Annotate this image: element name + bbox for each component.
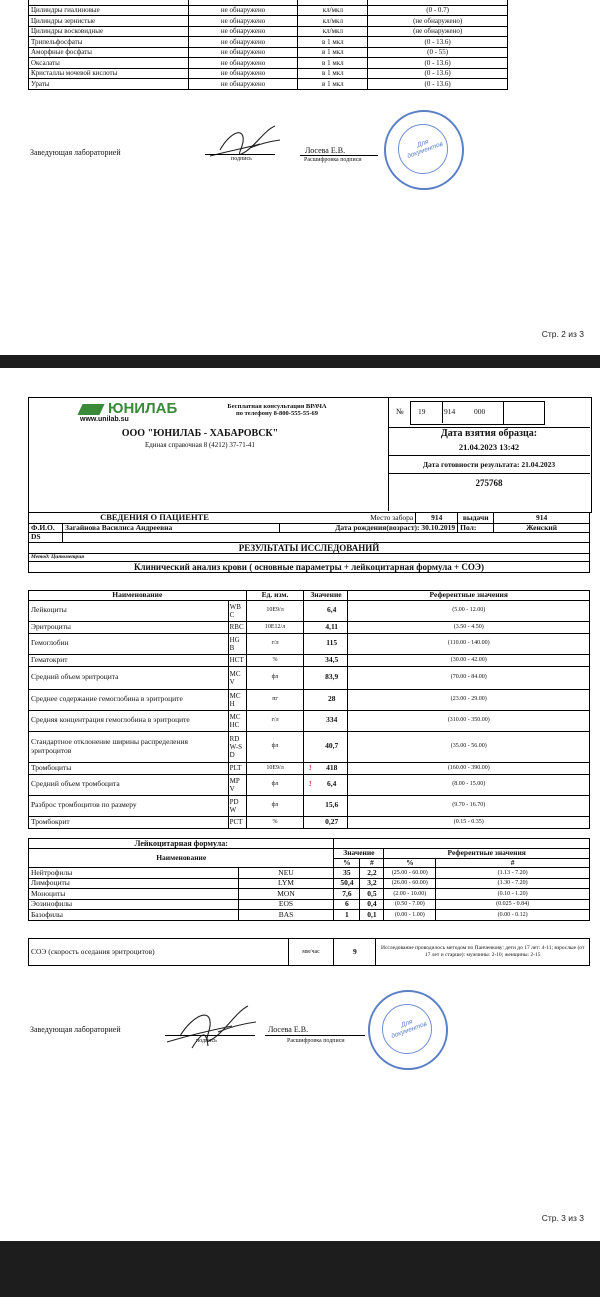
row-name: Нейтрофилы — [29, 868, 239, 879]
ready-date: Дата готовности результата: 21.04.2023 — [422, 460, 556, 469]
table-row — [29, 910, 590, 921]
row-abs: 0,4 — [360, 899, 384, 910]
row-code: RD W-S D — [228, 731, 246, 762]
row-name: Эритроциты — [29, 621, 229, 633]
row-value: 15,6 — [316, 795, 348, 816]
row-ref: (5.00 - 12.00) — [348, 600, 590, 621]
issue-place: 914 — [494, 513, 590, 524]
row-ref: (не обнаружено) — [368, 16, 508, 27]
table-row — [29, 731, 590, 762]
sample-date: 21.04.2023 13:42 — [458, 442, 520, 452]
row-name: Средний объем эритроцита — [29, 666, 229, 689]
consult-line-2: по телефону 8-800-555-55-69 — [235, 410, 319, 417]
row-unit: 10E12/л — [246, 621, 304, 633]
row-ref-pct: (2.00 - 10.00) — [384, 889, 436, 900]
row-value: 418 — [316, 762, 348, 774]
row-result: не обнаружено — [188, 79, 298, 90]
row-unit: г/л — [246, 710, 304, 731]
col-name-header: Наименование — [29, 591, 247, 601]
fio-label: Ф.И.О. — [29, 523, 63, 533]
row-name: Эозинофилы — [29, 899, 239, 910]
patient-table — [28, 512, 590, 573]
row-code: NEU — [238, 868, 334, 879]
dob-cell — [280, 523, 458, 533]
row-ref-pct: (26.00 - 60.00) — [384, 878, 436, 889]
row-flag — [304, 731, 316, 762]
row-unit: % — [246, 654, 304, 666]
row-code: BAS — [238, 910, 334, 921]
row-ref: (0.15 - 0.35) — [348, 816, 590, 828]
row-code: MC H — [228, 689, 246, 710]
row-name: Цилиндры гиалиновые — [29, 5, 189, 16]
row-name: Оксалаты — [29, 58, 189, 69]
row-result: не обнаружено — [188, 47, 298, 58]
website: www.unilab.su — [80, 416, 129, 423]
page-number-p2: Стр. 2 из 3 — [541, 329, 584, 339]
number-part-3: 000 — [474, 407, 486, 416]
row-result: не обнаружено — [188, 5, 298, 16]
patient-info-heading: СВЕДЕНИЯ О ПАЦИЕНТЕ — [29, 513, 280, 524]
row-name: Лейкоциты — [29, 600, 229, 621]
issue-label: выдачи — [458, 513, 494, 524]
row-unit: в 1 мкл — [298, 58, 368, 69]
row-ref: (0 - 13.6) — [368, 79, 508, 90]
row-flag — [304, 795, 316, 816]
row-ref: (30.00 - 42.00) — [348, 654, 590, 666]
row-ref: (0 - 13.6) — [368, 37, 508, 48]
stamp-p3 — [368, 990, 448, 1070]
number-label: № — [396, 407, 404, 416]
row-ref: (0 - 55) — [368, 47, 508, 58]
row-name: Базофилы — [29, 910, 239, 921]
row-name: Аморфные фосфаты — [29, 47, 189, 58]
row-ref-abs: (1.30 - 7.20) — [436, 878, 590, 889]
decode-line-p2 — [300, 155, 378, 156]
row-value: 34,5 — [316, 654, 348, 666]
row-ref-abs: (0.00 - 0.12) — [436, 910, 590, 921]
table-row — [29, 899, 590, 910]
row-ref: (35.00 - 56.00) — [348, 731, 590, 762]
table-row — [29, 600, 590, 621]
row-ref-pct: (25.00 - 60.00) — [384, 868, 436, 879]
row-code: EOS — [238, 899, 334, 910]
row-name: Цилиндры зернистые — [29, 16, 189, 27]
row-name: Средний объем тромбоцита — [29, 774, 229, 795]
row-ref: (не обнаружено) — [368, 26, 508, 37]
row-unit: % — [246, 816, 304, 828]
table-row — [29, 16, 508, 27]
table-row — [29, 795, 590, 816]
row-flag — [304, 816, 316, 828]
row-name: Гематокрит — [29, 654, 229, 666]
row-pct: 50,4 — [334, 878, 360, 889]
row-unit: 10E9/л — [246, 600, 304, 621]
row-flag — [304, 633, 316, 654]
row-code: MON — [238, 889, 334, 900]
row-ref: (0 - 13.6) — [368, 68, 508, 79]
table-row — [29, 654, 590, 666]
decode-caption-p2: Расшифровка подписи — [304, 157, 362, 163]
row-ref: (8.00 - 15.00) — [348, 774, 590, 795]
number-row — [388, 397, 590, 428]
table-row — [29, 868, 590, 879]
row-value: 6,4 — [316, 774, 348, 795]
collect-place-label: Место забора — [280, 513, 416, 524]
esr-unit: мм/час — [288, 939, 334, 966]
row-flag — [304, 710, 316, 731]
row-ref: (0 - 13.6) — [368, 58, 508, 69]
leuko-title: Лейкоцитарная формула: — [29, 839, 334, 849]
brand-name: ЮНИЛАБ — [108, 400, 178, 417]
row-name: Трипельфосфаты — [29, 37, 189, 48]
table-row — [29, 689, 590, 710]
row-name: Кристаллы мочевой кислоты — [29, 68, 189, 79]
analysis-title: Клинический анализ крови ( основные параметры + лейкоцитарная формула + СОЭ) — [29, 561, 590, 572]
leuko-sub-ref-abs: # — [436, 858, 590, 868]
row-unit: кл/мкл — [298, 16, 368, 27]
row-name: Разброс тромбоцитов по размеру — [29, 795, 229, 816]
row-unit: фл — [246, 795, 304, 816]
signature-line-p3 — [165, 1035, 255, 1036]
head-label-p3: Заведующая лабораторией — [30, 1025, 121, 1034]
leuko-col-value: Значение — [334, 849, 384, 859]
row-abs: 2,2 — [360, 868, 384, 879]
stamp-text-p3: Для документов — [390, 1018, 429, 1040]
head-name-p3: Лосева Е.В. — [268, 1025, 309, 1034]
leuko-sub-abs: # — [360, 858, 384, 868]
row-abs: 0,1 — [360, 910, 384, 921]
row-unit: в 1 мкл — [298, 68, 368, 79]
row-result: не обнаружено — [188, 37, 298, 48]
company-name: ООО "ЮНИЛАБ - ХАБАРОВСК" — [121, 428, 279, 439]
row-unit: фл — [246, 666, 304, 689]
row-abs: 0,5 — [360, 889, 384, 900]
row-value: 83,9 — [316, 666, 348, 689]
bottom-bar — [0, 1241, 600, 1297]
row-flag: ! — [304, 774, 316, 795]
table-row — [29, 774, 590, 795]
sample-date-label: Дата взятия образца: — [440, 428, 538, 439]
leuko-sub-ref-pct: % — [384, 858, 436, 868]
row-result: не обнаружено — [188, 58, 298, 69]
row-ref: (310.00 - 350.00) — [348, 710, 590, 731]
row-ref: (0 - 0.7) — [368, 5, 508, 16]
head-name-p2: Лосева Е.В. — [305, 146, 346, 155]
leuko-sub-pct: % — [334, 858, 360, 868]
row-ref: (70.00 - 84.00) — [348, 666, 590, 689]
signature-line-p2 — [205, 154, 275, 155]
row-result: не обнаружено — [188, 16, 298, 27]
row-ref-pct: (0.00 - 1.00) — [384, 910, 436, 921]
row-flag: ! — [304, 762, 316, 774]
row-code: MC HC — [228, 710, 246, 731]
row-unit: в 1 мкл — [298, 37, 368, 48]
leuko-col-ref: Референтные значения — [384, 849, 590, 859]
table-row — [29, 710, 590, 731]
table-row — [29, 37, 508, 48]
table-row — [29, 68, 508, 79]
row-value: 334 — [316, 710, 348, 731]
row-ref-abs: (1.13 - 7.20) — [436, 868, 590, 879]
row-value: 115 — [316, 633, 348, 654]
row-name: Тромбокрит — [29, 816, 229, 828]
row-code: MP V — [228, 774, 246, 795]
row-flag — [304, 689, 316, 710]
row-unit: г/л — [246, 633, 304, 654]
table-row — [29, 889, 590, 900]
esr-value: 9 — [334, 939, 376, 966]
row-code: MC V — [228, 666, 246, 689]
row-value: 40,7 — [316, 731, 348, 762]
stamp-text-p2: Для документов — [406, 138, 445, 160]
table-row — [29, 79, 508, 90]
row-value: 4,11 — [316, 621, 348, 633]
row-ref-abs: (0.025 - 0.84) — [436, 899, 590, 910]
esr-table — [28, 938, 590, 966]
row-flag — [304, 666, 316, 689]
row-pct: 35 — [334, 868, 360, 879]
dob-label: Дата рождения(возраст): — [335, 522, 420, 532]
row-unit: кл/мкл — [298, 26, 368, 37]
row-flag — [304, 600, 316, 621]
row-unit: пг — [246, 689, 304, 710]
row-ref-pct: (0.50 - 7.00) — [384, 899, 436, 910]
row-ref: (160.00 - 390.00) — [348, 762, 590, 774]
decode-caption-p3: Расшифровка подписи — [287, 1038, 345, 1044]
row-name: Тромбоциты — [29, 762, 229, 774]
row-code: PD W — [228, 795, 246, 816]
row-ref: (23.00 - 29.00) — [348, 689, 590, 710]
row-name: Лимфоциты — [29, 878, 239, 889]
row-code: WB C — [228, 600, 246, 621]
table-row — [29, 47, 508, 58]
consult-info — [212, 403, 342, 417]
row-name: Средняя концентрация гемоглобина в эритроците — [29, 710, 229, 731]
dob: 30.10.2019 — [421, 522, 456, 532]
table-row — [29, 816, 590, 828]
results-table — [28, 590, 590, 829]
table-row — [29, 878, 590, 889]
row-name: Ураты — [29, 79, 189, 90]
helpline: Единая справочная 8 (4212) 37-71-41 — [144, 441, 256, 449]
head-label-p2: Заведующая лабораторией — [30, 148, 121, 157]
method: Метод: Цитометрия — [29, 554, 590, 561]
row-flag — [304, 654, 316, 666]
ds-label: DS — [29, 533, 63, 543]
row-value: 6,4 — [316, 600, 348, 621]
table-row — [29, 666, 590, 689]
brand-logo — [80, 400, 177, 417]
row-code: RBC — [228, 621, 246, 633]
row-abs: 3,2 — [360, 878, 384, 889]
row-code: PCT — [228, 816, 246, 828]
row-code: HG B — [228, 633, 246, 654]
table-row — [29, 633, 590, 654]
number-part-1: 19 — [418, 407, 426, 416]
row-unit: 10E9/л — [246, 762, 304, 774]
number-part-2: 914 — [444, 407, 456, 416]
row-name: Моноциты — [29, 889, 239, 900]
row-code: PLT — [228, 762, 246, 774]
leuko-table — [28, 838, 590, 921]
table-row — [29, 26, 508, 37]
row-flag — [304, 621, 316, 633]
row-code: LYM — [238, 878, 334, 889]
table-row — [29, 621, 590, 633]
sex: Женский — [494, 523, 590, 533]
signature-caption-p2: подпись — [231, 156, 252, 162]
row-code: HCT — [228, 654, 246, 666]
col-ref-header: Референтные значения — [348, 591, 590, 601]
esr-note: Исследование проводилось методом по Панченкову: дети до 17 лет: 4-11; взрослые (от 17 лет и старше): мужчины: 2-10; женщины: 2-15 — [376, 939, 590, 966]
row-value: 28 — [316, 689, 348, 710]
row-ref-abs: (0.10 - 1.20) — [436, 889, 590, 900]
row-result: не обнаружено — [188, 68, 298, 79]
row-ref: (3.50 - 4.50) — [348, 621, 590, 633]
col-unit-header: Ед. изм. — [246, 591, 304, 601]
row-unit: в 1 мкл — [298, 47, 368, 58]
patient-fio: Загайнова Василиса Андреевна — [62, 523, 280, 533]
esr-name: СОЭ (скорость оседания эритроцитов) — [29, 939, 289, 966]
row-value: 0,27 — [316, 816, 348, 828]
row-pct: 6 — [334, 899, 360, 910]
page-number-p3: Стр. 3 из 3 — [541, 1213, 584, 1223]
row-pct: 7,6 — [334, 889, 360, 900]
table-row — [29, 5, 508, 16]
row-ref: (110.00 - 140.00) — [348, 633, 590, 654]
collect-place: 914 — [416, 513, 458, 524]
row-unit: фл — [246, 731, 304, 762]
row-pct: 1 — [334, 910, 360, 921]
consult-line-1: Бесплатная консультация ВРАЧА — [227, 403, 327, 410]
page-separator — [0, 355, 600, 368]
row-result: не обнаружено — [188, 26, 298, 37]
signature-p3 — [162, 1002, 262, 1054]
signature-caption-p3: подпись — [196, 1038, 217, 1044]
table-row — [29, 762, 590, 774]
row-unit: фл — [246, 774, 304, 795]
row-name: Цилиндры восковидные — [29, 26, 189, 37]
row-name: Стандартное отклонение ширины распределения эритроцитов — [29, 731, 229, 762]
stamp-p2 — [384, 110, 464, 190]
leuko-col-name: Наименование — [29, 849, 334, 868]
row-unit: кл/мкл — [298, 5, 368, 16]
decode-line-p3 — [265, 1035, 365, 1036]
urine-table — [28, 0, 508, 90]
row-name: Гемоглобин — [29, 633, 229, 654]
barcode-number: 275768 — [475, 478, 503, 488]
logo-mark-icon — [77, 404, 104, 415]
results-title: РЕЗУЛЬТАТЫ ИССЛЕДОВАНИЙ — [29, 543, 590, 554]
table-row — [29, 58, 508, 69]
row-unit: в 1 мкл — [298, 79, 368, 90]
row-ref: (9.70 - 16.70) — [348, 795, 590, 816]
sex-label: Пол: — [458, 523, 494, 533]
row-name: Среднее содержание гемоглобина в эритроците — [29, 689, 229, 710]
col-value-header: Значение — [304, 591, 348, 601]
